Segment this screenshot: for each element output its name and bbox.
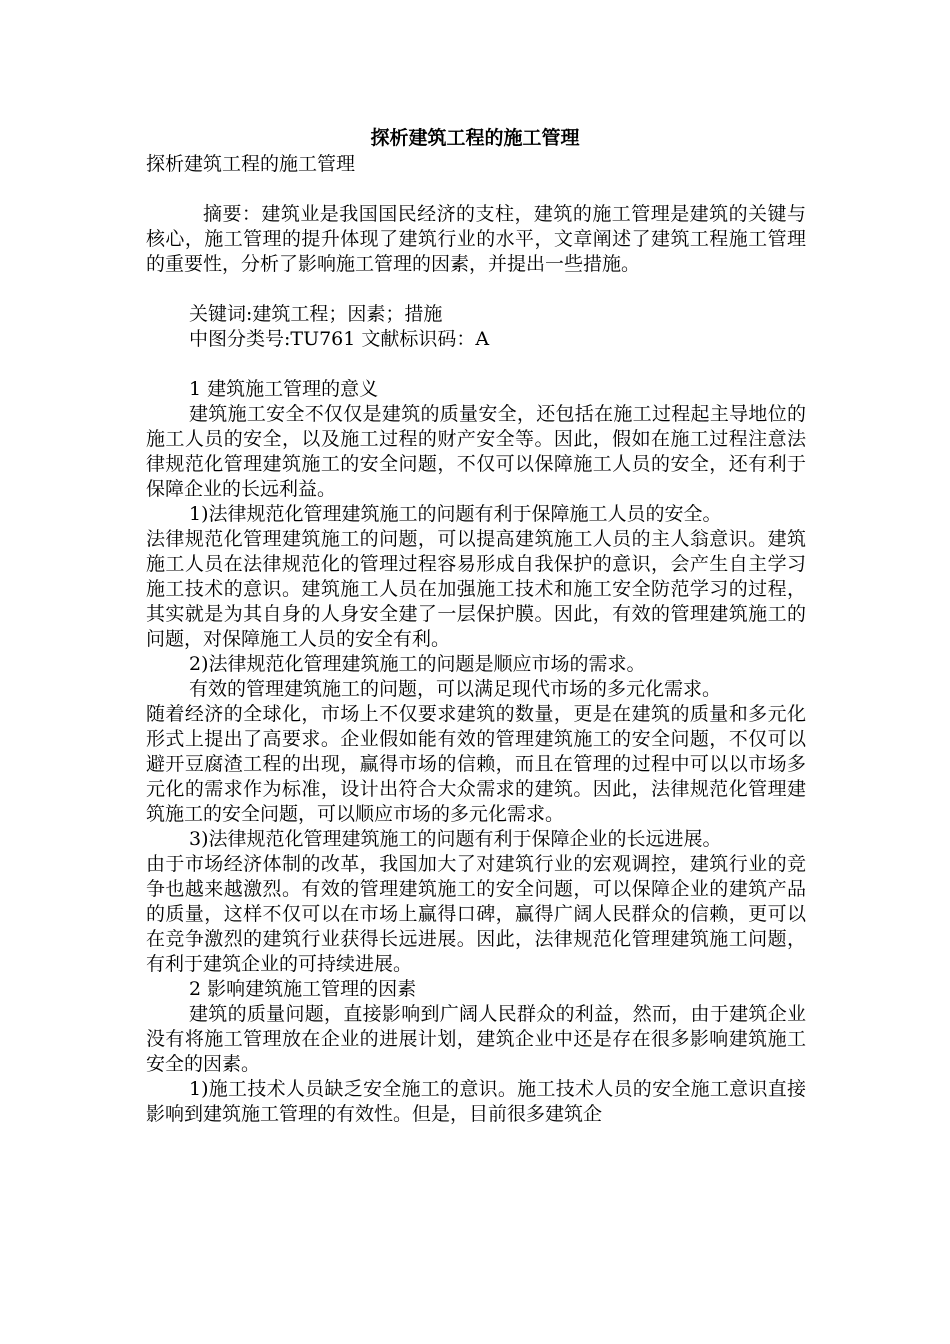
- document-title: 探析建筑工程的施工管理: [370, 127, 580, 149]
- section-1-heading: 1 建筑施工管理的意义: [189, 378, 379, 400]
- abstract-paragraph: 摘要：建筑业是我国国民经济的支柱，建筑的施工管理是建筑的关键与核心，施工管理的提升体现了建筑行业的水平，文章阐述了建筑工程施工管理的重要性，分析了影响施工管理的因素，并提出一些措施。: [146, 203, 806, 275]
- section-1-point-3-body: 由于市场经济体制的改革，我国加大了对建筑行业的宏观调控，建筑行业的竞争也越来越激烈。有效的管理建筑施工的安全问题，可以保障企业的建筑产品的质量，这样不仅可以在市场上赢得口碑，赢得广阔人民群众的信赖，更可以在竞争激烈的建筑行业获得长远进展。因此，法律规范化管理建筑施工问题，有利于建筑企业的可持续进展。: [146, 853, 806, 975]
- section-1-point-2-lead: 有效的管理建筑施工的问题，可以满足现代市场的多元化需求。: [189, 678, 722, 700]
- spacer: [146, 177, 806, 202]
- section-2-heading: 2 影响建筑施工管理的因素: [189, 978, 417, 1000]
- document-subtitle: 探析建筑工程的施工管理: [146, 153, 356, 175]
- section-1-intro: 建筑施工安全不仅仅是建筑的质量安全，还包括在施工过程起主导地位的施工人员的安全，以及施工过程的财产安全等。因此，假如在施工过程注意法律规范化管理建筑施工的安全问题，不仅可以保障施工人员的安全，还有利于保障企业的长远利益。: [146, 403, 806, 500]
- classification-line: 中图分类号:TU761 文献标识码：A: [189, 328, 490, 350]
- section-1-point-2-body: 随着经济的全球化，市场上不仅要求建筑的数量，更是在建筑的质量和多元化形式上提出了高要求。企业假如能有效的管理建筑施工的安全问题，不仅可以避开豆腐渣工程的出现，赢得市场的信赖，而且在管理的过程中可以以市场多元化的需求作为标准，设计出符合大众需求的建筑。因此，法律规范化管理建筑施工的安全问题，可以顺应市场的多元化需求。: [146, 703, 806, 825]
- section-1-point-2-title: 2)法律规范化管理建筑施工的问题是顺应市场的需求。: [189, 653, 646, 675]
- spacer: [146, 352, 806, 377]
- spacer: [146, 277, 806, 302]
- keywords-line: 关键词:建筑工程；因素；措施: [189, 303, 443, 325]
- section-1-point-1-body: 法律规范化管理建筑施工的问题，可以提高建筑施工人员的主人翁意识。建筑施工人员在法律规范化的管理过程容易形成自我保护的意识，会产生自主学习施工技术的意识。建筑施工人员在加强施工技术和施工安全防范学习的过程，其实就是为其自身的人身安全建了一层保护膜。因此，有效的管理建筑施工的问题，对保障施工人员的安全有利。: [146, 528, 806, 650]
- document-body: [146, 152, 806, 1127]
- section-1-point-3-title: 3)法律规范化管理建筑施工的问题有利于保障企业的长远进展。: [189, 828, 722, 850]
- section-2-point-1: 1)施工技术人员缺乏安全施工的意识。施工技术人员的安全施工意识直接影响到建筑施工管理的有效性。但是，目前很多建筑企: [146, 1078, 806, 1125]
- section-1-point-1-title: 1)法律规范化管理建筑施工的问题有利于保障施工人员的安全。: [189, 503, 722, 525]
- section-2-intro: 建筑的质量问题，直接影响到广阔人民群众的利益，然而，由于建筑企业没有将施工管理放在企业的进展计划，建筑企业中还是存在很多影响建筑施工安全的因素。: [146, 1003, 806, 1075]
